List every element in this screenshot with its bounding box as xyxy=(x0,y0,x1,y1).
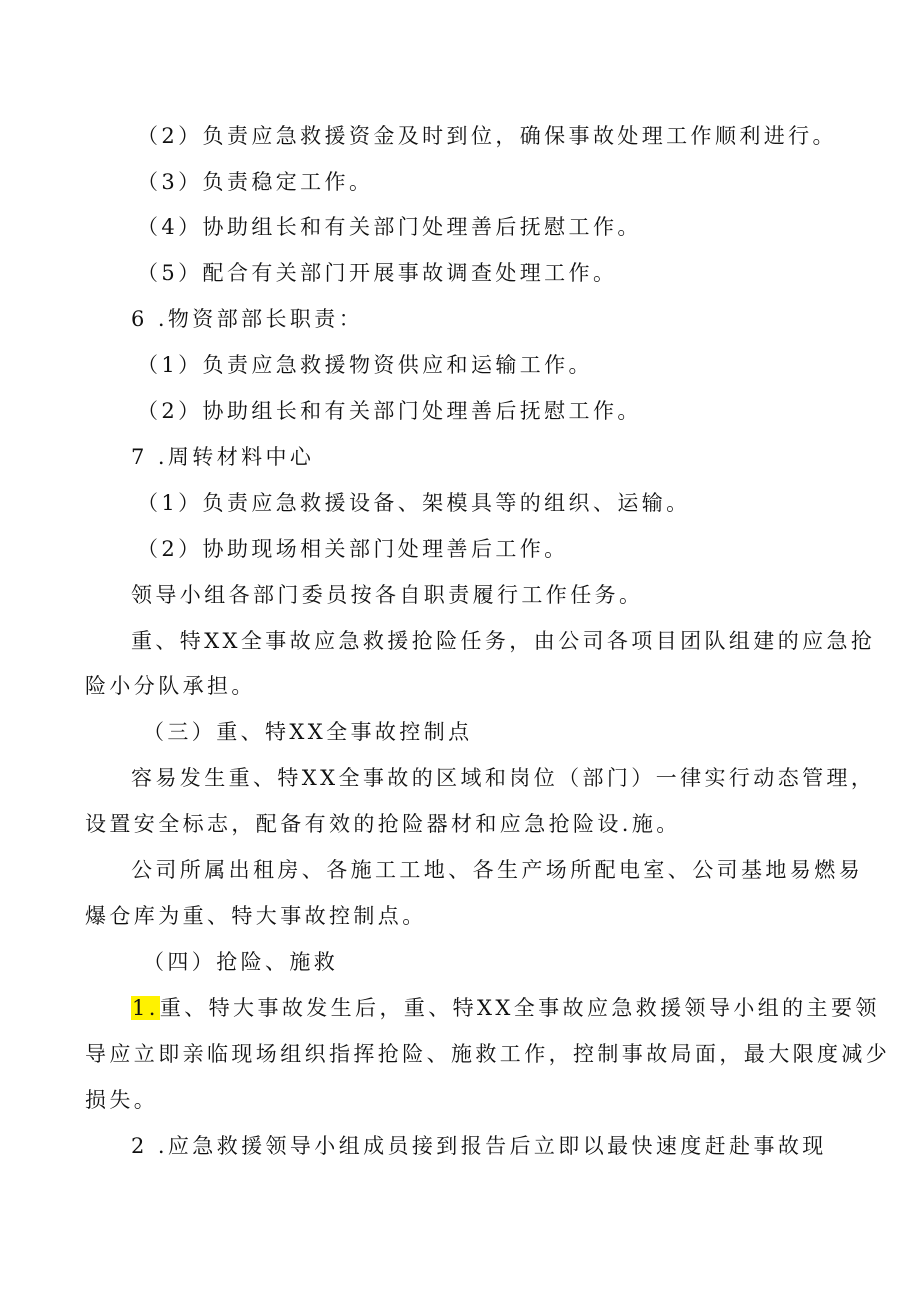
text-line: （1）负责应急救援设备、架模具等的组织、运输。 xyxy=(137,491,691,515)
paragraph-line: 领导小组各部门委员按各自职责履行工作任务。 xyxy=(131,583,644,607)
text-line: （4）协助组长和有关部门处理善后抚慰工作。 xyxy=(137,215,642,239)
paragraph-line: 险小分队承担。 xyxy=(85,674,256,698)
paragraph-line: 公司所属出租房、各施工工地、各生产场所配电室、公司基地易燃易 xyxy=(131,858,863,882)
text-line: （2）协助组长和有关部门处理善后抚慰工作。 xyxy=(137,399,642,423)
text-line: （2）协助现场相关部门处理善后工作。 xyxy=(137,537,569,561)
paragraph-text: 重、特大事故发生后，重、特XX全事故应急救援领导小组的主要领 xyxy=(159,996,880,1020)
paragraph-line: 2 .应急救援领导小组成员接到报告后立即以最快速度赶赴事故现 xyxy=(131,1134,827,1158)
paragraph-line: 重、特XX全事故应急救援抢险任务，由公司各项目团队组建的应急抢 xyxy=(131,629,876,653)
paragraph-line: 爆仓库为重、特大事故控制点。 xyxy=(85,904,427,928)
paragraph-line xyxy=(131,993,880,1023)
highlighted-list-number: 1. xyxy=(132,996,159,1020)
text-line: （5）配合有关部门开展事故调查处理工作。 xyxy=(137,261,618,285)
section-heading: （三）重、特XX全事故控制点 xyxy=(143,720,473,744)
text-line: （1）负责应急救援物资供应和运输工作。 xyxy=(137,353,593,377)
section-heading: （四）抢险、施救 xyxy=(143,950,339,974)
list-heading: 6 .物资部部长职责： xyxy=(131,307,364,331)
paragraph-line: 损失。 xyxy=(85,1088,159,1112)
paragraph-line: 容易发生重、特XX全事故的区域和岗位（部门）一律实行动态管理， xyxy=(131,766,876,790)
paragraph-line: 导应立即亲临现场组织指挥抢险、施救工作，控制事故局面，最大限度减少 xyxy=(85,1042,891,1066)
text-line: （2）负责应急救援资金及时到位，确保事故处理工作顺利进行。 xyxy=(137,124,837,148)
text-line: （3）负责稳定工作。 xyxy=(137,170,374,194)
paragraph-line: 设置安全标志，配备有效的抢险器材和应急抢险设.施。 xyxy=(85,812,681,836)
list-heading: 7 .周转材料中心 xyxy=(131,445,315,469)
